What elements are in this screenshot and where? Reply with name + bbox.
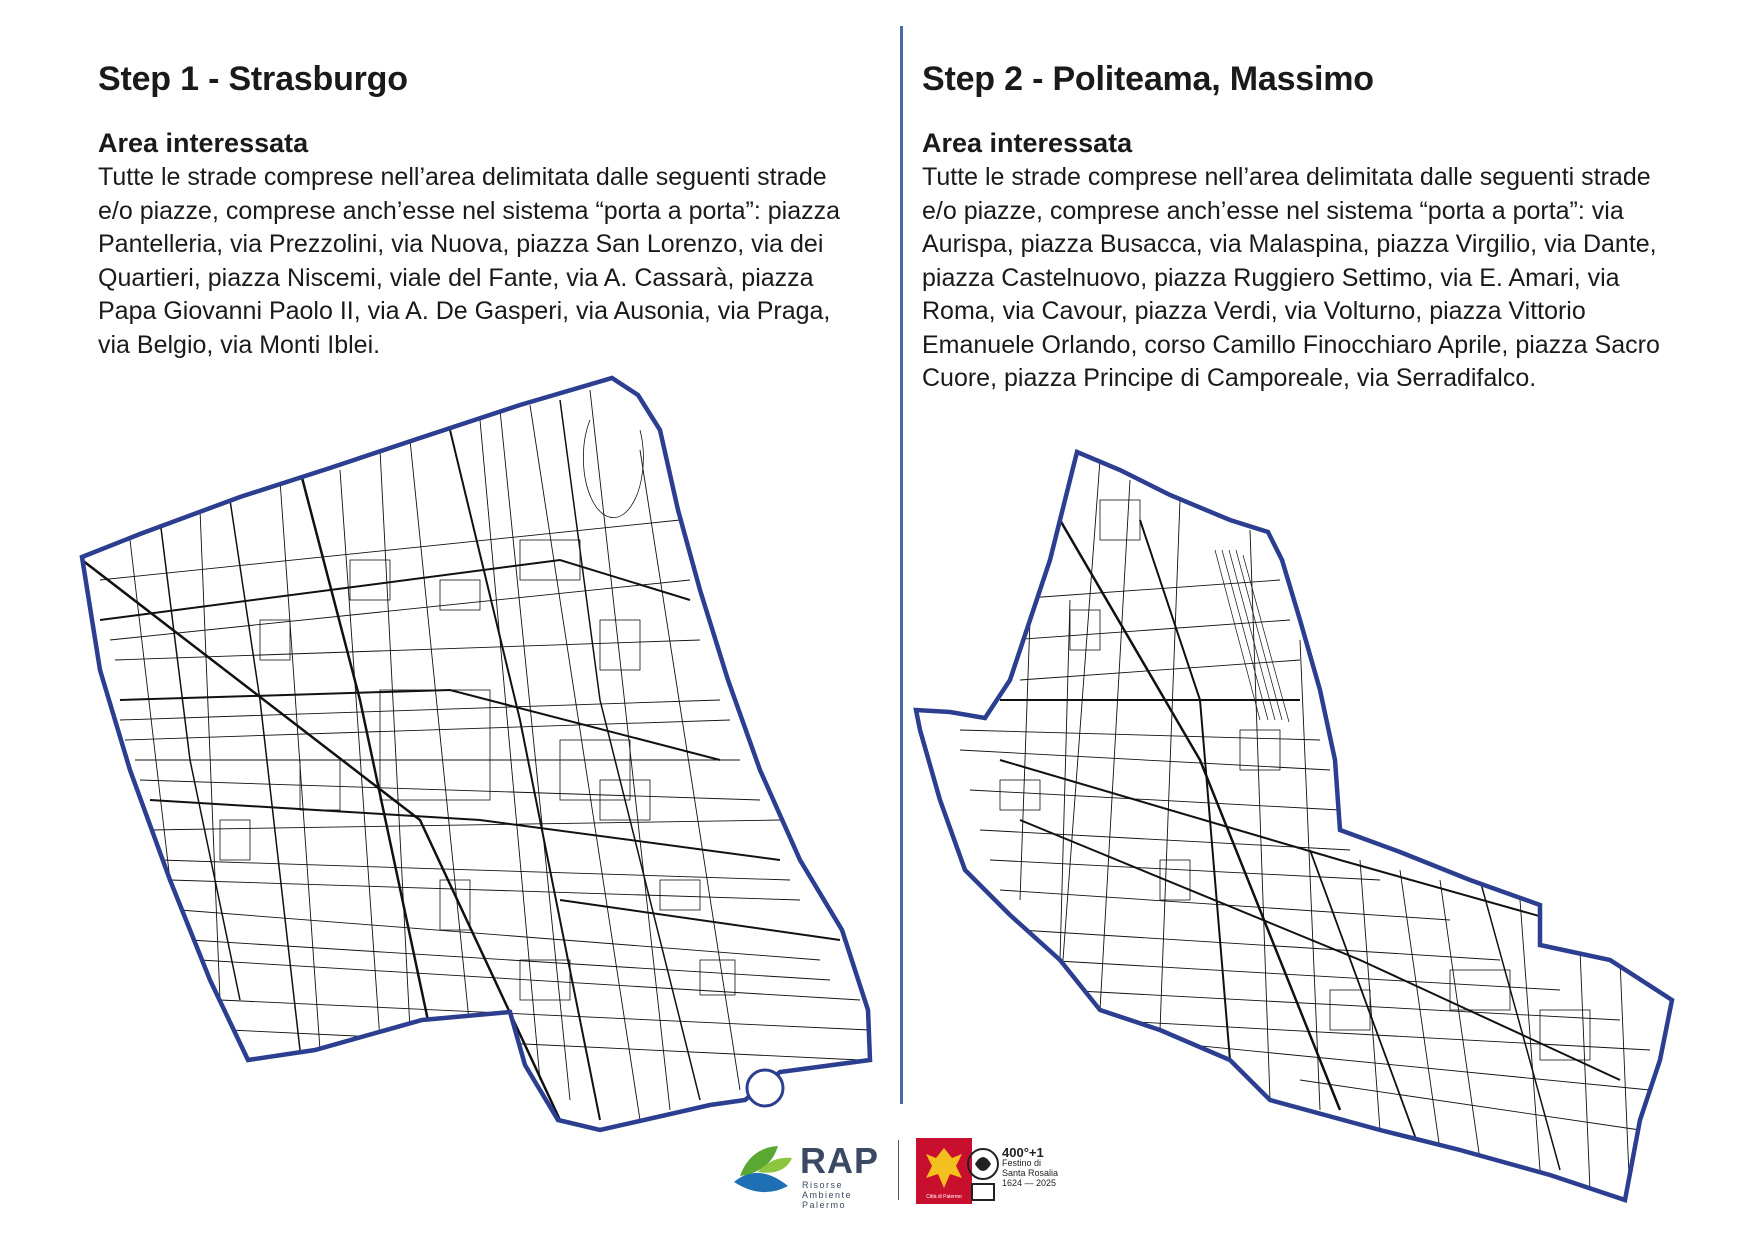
column-divider: [900, 26, 903, 1104]
city-of-palermo-label: Città di Palermo: [926, 1194, 962, 1200]
rap-logo-text: RAP: [800, 1140, 880, 1181]
festino-text: [1002, 1145, 1062, 1188]
santa-rosalia-emblem-icon: [966, 1142, 1000, 1204]
festino-years: 1624 — 2025: [1002, 1178, 1057, 1188]
step1-area-heading: Area interessata: [98, 128, 309, 158]
festino-number: 400°+1: [1002, 1145, 1044, 1160]
footer-separator: [898, 1140, 899, 1200]
step2-title: Step 2 - Politeama, Massimo: [922, 60, 1374, 98]
footer-logos: [728, 1138, 1068, 1208]
step2-area-heading: Area interessata: [922, 128, 1133, 158]
step1-area-text: Tutte le strade comprese nell’area delimitata dalle seguenti strade e/o piazze, comprese anch’esse nel sistema “porta a porta”: piazza Pantelleria, via Prezzolini, via Nuova, piazza San Lorenzo, via dei Quartieri, piazza Niscemi, viale del Fante, via A. Cassarà, piazza Papa Giovanni Paolo II, via A. De Gasperi, via Ausonia, via Praga, via Belgio, via Monti Iblei.: [98, 163, 841, 359]
step2-area-text: Tutte le strade comprese nell’area delimitata dalle seguenti strade e/o piazze, comprese anch’esse nel sistema “porta a porta”: via Aurispa, piazza Busacca, via Malaspina, piazza Virgilio, via Dante, piazza Castelnuovo, piazza Ruggiero Settimo, via E. Amari, via Roma, via Cavour, piazza Verdi, via Volturno, piazza Vittorio Emanuele Orlando, corso Camillo Finocchiaro Aprile, piazza Sacro Cuore, piazza Principe di Camporeale, via Serradifalco.: [922, 163, 1660, 392]
rap-subtitle: Risorse Ambiente Palermo: [802, 1180, 853, 1210]
festino-title: Festino di Santa Rosalia: [1002, 1158, 1059, 1178]
step1-title: Step 1 - Strasburgo: [98, 60, 408, 98]
step1-map: [70, 370, 890, 1140]
step1-street-grid: [70, 370, 890, 1140]
step2-map: [910, 440, 1700, 1220]
rap-leaf-logo-icon: [728, 1142, 796, 1202]
step2-street-grid: [910, 440, 1700, 1220]
